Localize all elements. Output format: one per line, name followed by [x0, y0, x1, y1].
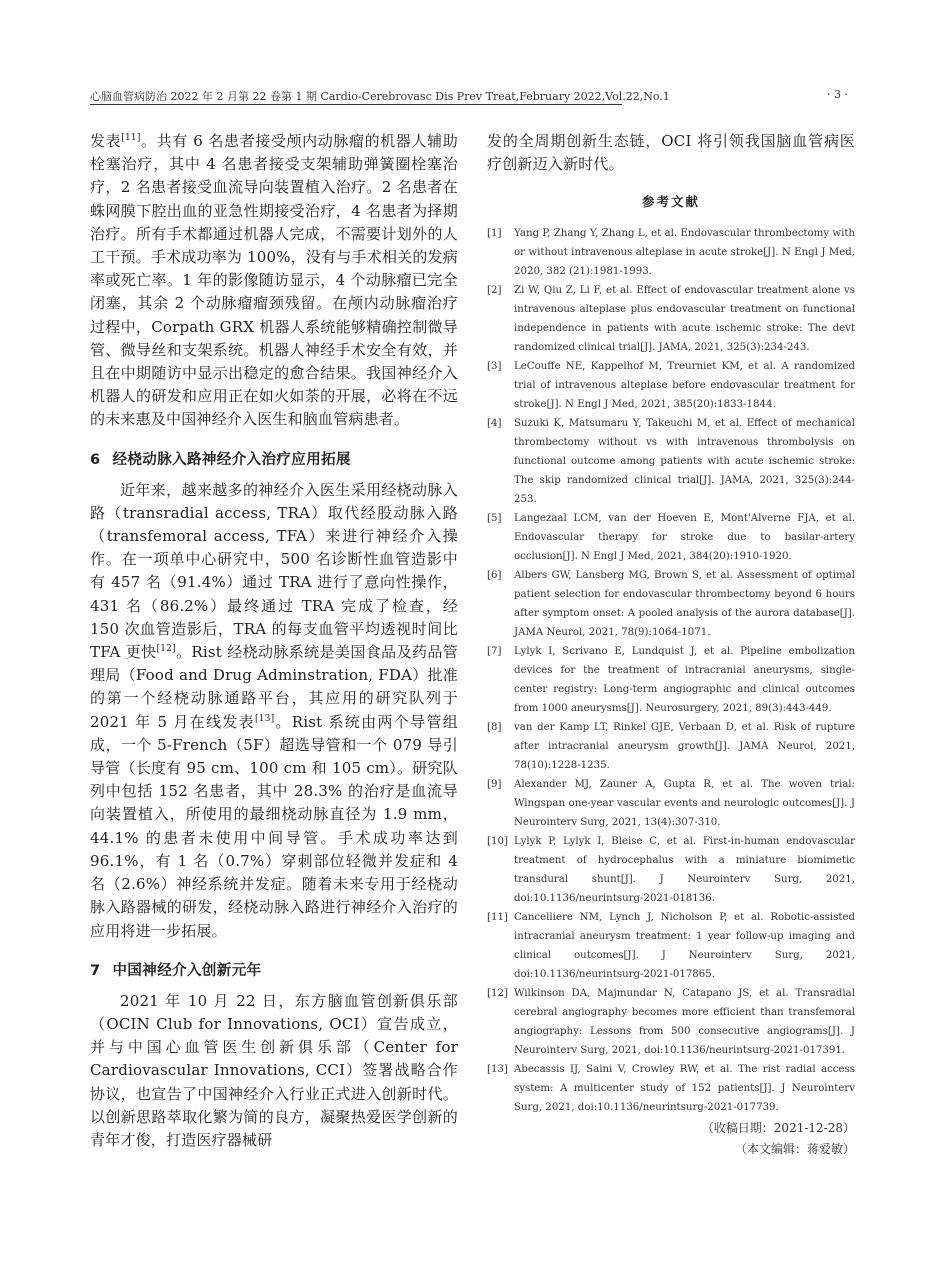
- reference-item: [487, 718, 855, 775]
- left-column: [90, 130, 458, 1152]
- reference-text: Langezaal LCM, van der Hoeven E, Mont'Alverne FJA, et al. Endovascular therapy for stroke due to basilar-artery occlusion[J]. N Engl J Med, 2021, 384(20):1910-1920.: [514, 513, 855, 563]
- reference-number: [12]: [487, 988, 508, 1000]
- header-rule: [90, 104, 622, 105]
- reference-text: Cancelliere NM, Lynch J, Nicholson P, et al. Robotic-assisted intracranial aneurysm treatment: 1 year follow-up imaging and clinical outcomes[J]. J Neurointerv Surg, 2021, doi:10.1136/neurintsurg-2021-017865.: [514, 912, 855, 981]
- references-list: [487, 224, 855, 1117]
- reference-item: [487, 509, 855, 566]
- section-7-heading: [90, 959, 458, 980]
- reference-text: LeCouffe NE, Kappelhof M, Treurniet KM, et al. A randomized trial of intravenous alteplase before endovascular treatment for stroke[J]. N Engl J Med, 2021, 385(20):1833-1844.: [514, 361, 855, 411]
- reference-text: Wilkinson DA, Majmundar N, Catapano JS, et al. Transradial cerebral angiography becomes more efficient than transfemoral angiography: Lessons from 500 consecutive angiograms[J]. J Neurointerv Surg, 2021, doi:10.1136/neurintsurg-2021-017391.: [514, 988, 855, 1057]
- reference-number: [3]: [487, 361, 502, 373]
- paragraph-continued: 发的全周期创新生态链，OCI 将引领我国脑血管病医疗创新迈入新时代。: [487, 132, 855, 174]
- paragraph-robot-aneurysm: [90, 130, 458, 432]
- running-header: [90, 88, 848, 104]
- reference-text: Abecassis IJ, Saini V, Crowley RW, et al. The rist radial access system: A multicenter study of 152 patients[J]. J Neurointerv Surg, 2021, doi:10.1136/neurintsurg-2021-017739.: [514, 1064, 855, 1114]
- text-span: 发表: [90, 132, 122, 150]
- reference-number: [2]: [487, 285, 502, 297]
- reference-number: [7]: [487, 646, 502, 658]
- reference-text: Lylyk P, Lylyk I, Bleise C, et al. First-in-human endovascular treatment of hydrocephalus with a miniature biomimetic transdural shunt[J]. J Neurointerv Surg, 2021, doi:10.1136/neurintsurg-2021-018136.: [514, 836, 855, 905]
- section-title: 经桡动脉入路神经介入治疗应用拓展: [112, 451, 351, 468]
- reference-item: [487, 1060, 855, 1117]
- reference-item: [487, 642, 855, 718]
- text-span: 。共有 6 名患者接受颅内动脉瘤的机器人辅助栓塞治疗，其中 4 名患者接受支架辅助弹簧圈栓塞治疗，2 名患者接受血流导向装置植入治疗。2 名患者在蛛网膜下腔出血的亚急性期接受治疗，4 名患者为择期治疗。所有手术都通过机器人完成，不需要计划外的人工干预。手术成功率为 100%，没有与手术相关的发病率或死亡率。1 年的影像随访显示，4 个动脉瘤已完全闭塞，其余 2 个动脉瘤瘤颈残留。在颅内动脉瘤治疗过程中，Corpath GRX 机器人系统能够精确控制微导管、微导丝和支架系统。机器人神经手术安全有效，并且在中期随访中显示出稳定的愈合结果。我国神经介入机器人的研发和应用正在如火如荼的开展，必将在不远的未来惠及中国神经介入医生和脑血管病患者。: [90, 132, 459, 429]
- citation-13: [13]: [255, 713, 275, 724]
- reference-number: [11]: [487, 912, 508, 924]
- section-title: 中国神经介入创新元年: [112, 962, 262, 979]
- reference-number: [13]: [487, 1064, 508, 1076]
- text-span: 近年来，越来越多的神经介入医生采用经桡动脉入路（transradial access, TRA）取代经股动脉入路（transfemoral access, TFA）来进行神经介入操作。在一项单中心研究中，500 名诊断性血管造影中有 457 名（91.4%）通过 TRA 进行了意向性操作，431 名（86.2%）最终通过 TRA 完成了检查，经 150 次血管造影后，TRA 的每支血管平均透视时间比 TFA 更快: [90, 480, 458, 662]
- reference-text: Suzuki K, Matsumaru Y, Takeuchi M, et al. Effect of mechanical thrombectomy without vs with intravenous thrombolysis on functional outcome among patients with acute ischemic stroke: The skip randomized clinical trial[J]. JAMA, 2021, 325(3):244-253.: [514, 418, 855, 506]
- paragraph-innovation: 2021 年 10 月 22 日，东方脑血管创新俱乐部（OCIN Club for Innovations, OCI）宣告成立，并与中国心血管医生创新俱乐部（Center for Cardiovascular Innovations, CCI）签署战略合作协议，也宣告了中国神经介入行业正式进入创新时代。以创新思路萃取化繁为简的良方，凝聚热爱医学创新的青年才俊，打造医疗器械研: [90, 991, 458, 1149]
- reference-item: [487, 414, 855, 509]
- references-heading: 参考文献: [641, 194, 700, 210]
- reference-item: [487, 775, 855, 832]
- reference-text: Yang P, Zhang Y, Zhang L, et al. Endovascular thrombectomy with or without intravenous alteplase in acute stroke[J]. N Engl J Med, 2020, 382 (21):1981-1993.: [514, 228, 855, 278]
- journal-info: 心脑血管病防治 2022 年 2 月第 22 卷第 1 期 Cardio-Cerebrovasc Dis Prev Treat,February 2022,Vol.22,No.1: [90, 90, 670, 103]
- reference-item: [487, 832, 855, 908]
- reference-item: [487, 224, 855, 281]
- reference-item: [487, 566, 855, 642]
- section-6-heading: [90, 448, 458, 469]
- citation-11: [11]: [121, 133, 141, 143]
- right-column: [487, 130, 855, 1159]
- reference-number: [1]: [487, 228, 502, 240]
- text-span: 。Rist 系统由两个导管组成，一个 5-French（5F）超选导管和一个 079 导引导管（长度有 95 cm、100 cm 和 105 cm）。研究队列中包括 152 名患者，其中 28.3% 的治疗是血流导向装置植入，所使用的最细桡动脉直径为 1.9 mm，44.1% 的患者未使用中间导管。手术成功率达到 96.1%，有 1 名（0.7%）穿刺部位轻微并发症和 4 名（2.6%）神经系统并发症。随着未来专用于经桡动脉入路器械的研发，经桡动脉入路进行神经介入治疗的应用将进一步拓展。: [90, 712, 458, 940]
- section-number: 7: [90, 962, 101, 979]
- reference-number: [6]: [487, 570, 502, 582]
- reference-number: [9]: [487, 779, 502, 791]
- citation-12: [12]: [156, 644, 176, 655]
- paragraph-transradial: [90, 479, 458, 943]
- reference-text: van der Kamp LT, Rinkel GJE, Verbaan D, et al. Risk of rupture after intracranial aneurysm growth[J]. JAMA Neurol, 2021, 78(10):1228-1235.: [514, 722, 855, 772]
- reference-item: [487, 908, 855, 984]
- reference-text: Zi W, Qiu Z, Li F, et al. Effect of endovascular treatment alone vs intravenous alteplase plus endovascular treatment on functional independence in patients with acute ischemic stroke: The devt randomized clinical trial[J]. JAMA, 2021, 325(3):234-243.: [514, 285, 855, 354]
- editor-credit: （本文编辑：蒋爱敏）: [734, 1142, 855, 1157]
- text-span: 。Rist 经桡动脉系统是美国食品及药品管理局（Food and Drug Adminstration, FDA）批准的第一个经桡动脉通路平台，其应用的研究队列于 2021 年 5 月在线发表: [90, 643, 458, 731]
- reference-number: [5]: [487, 513, 502, 525]
- reference-number: [4]: [487, 418, 502, 430]
- received-date: （收稿日期：2021-12-28）: [701, 1121, 855, 1136]
- reference-text: Albers GW, Lansberg MG, Brown S, et al. Assessment of optimal patient selection for endovascular thrombectomy beyond 6 hours after symptom onset: A pooled analysis of the aurora database[J]. JAMA Neurol, 2021, 78(9):1064-1071.: [514, 570, 855, 639]
- reference-item: [487, 281, 855, 357]
- reference-number: [8]: [487, 722, 502, 734]
- reference-text: Lylyk I, Scrivano E, Lundquist J, et al. Pipeline embolization devices for the treatment of intracranial aneurysms, single-center registry: Long-term angiographic and clinical outcomes from 1000 aneurysms[J]. Neurosurgery, 2021, 89(3):443-449.: [514, 646, 855, 715]
- section-number: 6: [90, 451, 101, 468]
- reference-number: [10]: [487, 836, 508, 848]
- page-number: · 3 ·: [827, 88, 848, 101]
- reference-item: [487, 984, 855, 1060]
- reference-text: Alexander MJ, Zauner A, Gupta R, et al. The woven trial: Wingspan one-year vascular events and neurologic outcomes[J]. J Neurointerv Surg, 2021, 13(4):307-310.: [514, 779, 855, 829]
- reference-item: [487, 357, 855, 414]
